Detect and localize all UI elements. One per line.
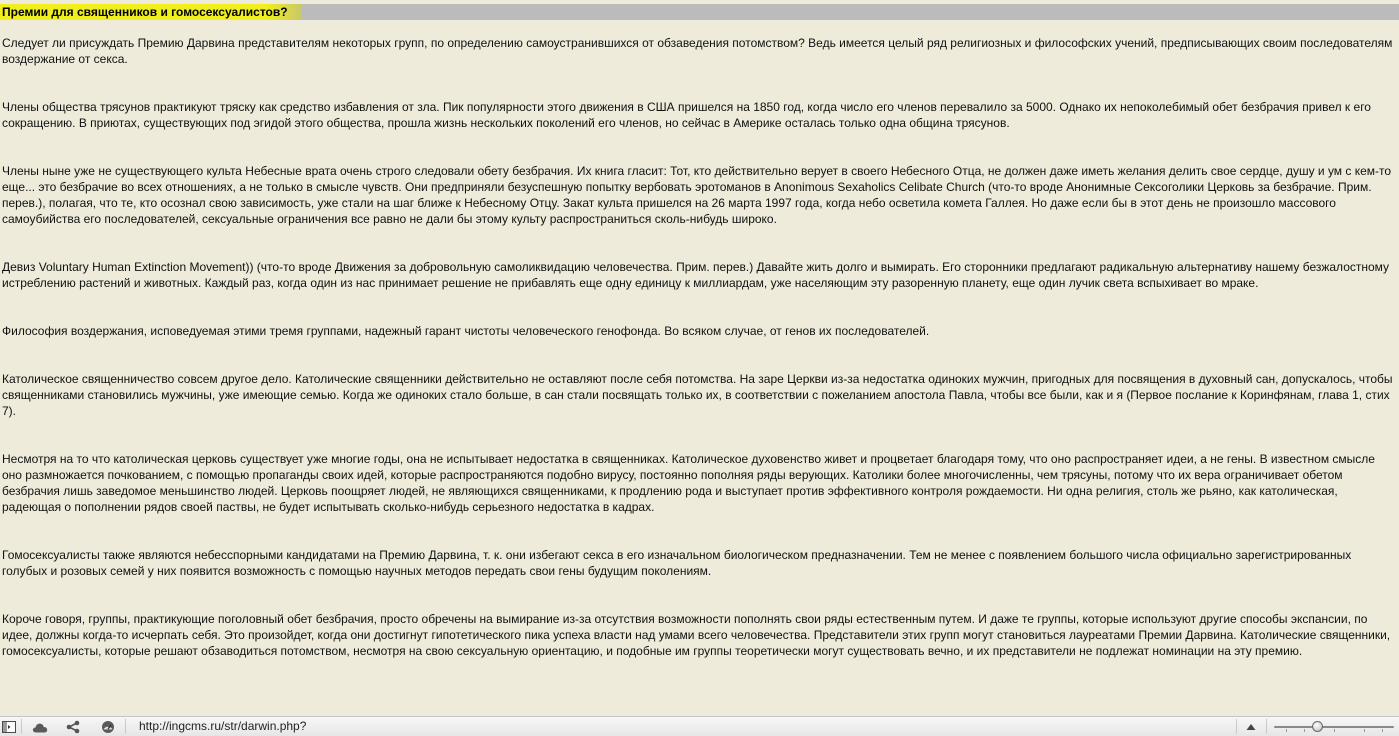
status-bar: [0, 716, 1399, 736]
zoom-slider-track: [1274, 726, 1394, 728]
status-separator: [1266, 719, 1267, 734]
article-title-bar: [0, 4, 1399, 20]
article-paragraph: Члены ныне уже не существующего культа Небесные врата очень строго следовали обету безбрачия. Их книга гласит: Тот, кто действительно верует в своего Небесного Отца, не должен даже иметь желания делить свое сердце, душу и ум с кем-то еще... это безбрачие во всех отношениях, а не только в смысле чувств. Они предприняли безуспешную попытку вербовать эротоманов в Anonimous Sexaholics Celibate Church (что-то вроде Анонимные Сексоголики Церковь за безбрачие. Прим. перев.), полагая, что те, кто осознал свою зависимость, уже стали на шаг ближе к Небесному Отцу. Закат культа пришелся на 26 марта 1997 года, когда небо осветила комета Галлея. Но даже если бы в этот день не произошло массового самоубийства его последователей, сексуальные ограничения все равно не дали бы этому культу распространиться сколь-нибудь широко.: [2, 164, 1392, 226]
sidebar-toggle-icon[interactable]: [1, 719, 17, 735]
article-body: [2, 35, 1398, 691]
status-separator: [21, 719, 22, 734]
article-paragraph: Девиз Voluntary Human Extinction Movement)) (что-то вроде Движения за добровольную самоликвидацию человечества. Прим. перев.) Давайте жить долго и вымирать. Его сторонники предлагают радикальную альтернативу нашему безжалостному истреблению растений и животных. Каждый раз, когда один из нас принимает решение не прибавлять еще одну единицу к миллиардам, уже населяющим эту разоренную планету, еще один лучик света вспыхивает во мраке.: [2, 260, 1390, 290]
status-url: http://ingcms.ru/str/darwin.php?: [139, 719, 307, 733]
zoom-tick: [1364, 729, 1365, 732]
share-icon[interactable]: [65, 719, 81, 735]
article-title: Премии для священников и гомосексуалистов?: [0, 4, 302, 20]
article-paragraph: Католическое священничество совсем другое дело. Католические священники действительно не оставляют после себя потомства. На заре Церкви из-за недостатка одиноких мужчин, пригодных для посвящения в духовный сан, допускалось, чтобы священниками становились мужчины, уже имеющие семью. Когда же одиноких стало больше, в сан стали посвящать только их, в соответствии с пожеланием апостола Павла, чтобы все были, как и я (Первое послание к Коринфянам, глава 1, стих 7).: [2, 372, 1393, 418]
article-paragraph: Члены общества трясунов практикуют тряску как средство избавления от зла. Пик популярности этого движения в США пришелся на 1850 год, когда число его членов перевалило за 5000. Однако их непоколебимый обет безбрачия привел к его сокращению. В приютах, существующих под эгидой этого общества, прошла жизнь нескольких поколений его членов, но сейчас в Америке осталась только одна община трясунов.: [2, 100, 1371, 130]
zoom-slider-thumb[interactable]: [1312, 721, 1323, 732]
speed-dial-icon[interactable]: [100, 719, 116, 735]
scroll-up-icon[interactable]: [1243, 719, 1259, 735]
article-paragraph: Гомосексуалисты также являются небесспорными кандидатами на Премию Дарвина, т. к. они избегают секса в его изначальном биологическом предназначении. Тем не менее с появлением большого числа официально зарегистрированных голубых и розовых семей у них появится возможность с помощью научных методов передать свои гены будущим поколениям.: [2, 548, 1352, 578]
cloud-icon[interactable]: [32, 719, 48, 735]
status-separator: [1236, 719, 1237, 734]
zoom-tick: [1382, 729, 1383, 732]
zoom-tick: [1334, 729, 1335, 732]
article-paragraph: Следует ли присуждать Премию Дарвина представителям некоторых групп, по определению самоустранившихся от обзаведения потомством? Ведь имеется целый ряд религиозных и философских учений, предписывающих своим последователям воздержание от секса.: [2, 36, 1393, 66]
zoom-slider[interactable]: [1274, 720, 1394, 734]
article-paragraph: Несмотря на то что католическая церковь существует уже многие годы, она не испытывает недостатка в священниках. Католическое духовенство живет и процветает благодаря тому, что оно распространяет идеи, а не гены. В известном смысле оно размножается почкованием, с помощью пропаганды своих идей, которые распространяются подобно вирусу, постоянно пополняя ряды верующих. Католики более многочисленны, чем трясуны, потому что их вера ограничивает обетом безбрачия лишь заведомое меньшинство людей. Церковь поощряет людей, не являющихся священниками, к продлению рода и выступает против эффективного контроля рождаемости. Ни одна религия, столь же рьяно, как католическая, радеющая о пополнении рядов своей паствы, не будет испытывать сколько-нибудь серьезного недостатка в кадрах.: [2, 452, 1375, 514]
article-paragraph: Короче говоря, группы, практикующие поголовный обет безбрачия, просто обречены на вымирание из-за отсутствия возможности пополнять свои ряды естественным путем. И даже те группы, которые используют другие способы экспансии, по идее, должны когда-то исчерпать себя. Это произойдет, когда они достигнут гипотетического пика успеха власти над умами всего человечества. Представители этих групп могут становиться лауреатами Премии Дарвина. Католические священники, гомосексуалисты, которые решают обзаводиться потомством, несмотря на свою сексуальную ориентацию, и подобные им группы теоретически могут существовать вечно, и их представители не подлежат номинации на эту премию.: [2, 612, 1391, 658]
zoom-tick: [1286, 729, 1287, 732]
zoom-tick: [1304, 729, 1305, 732]
status-separator: [125, 719, 126, 734]
article-paragraph: Философия воздержания, исповедуемая этими тремя группами, надежный гарант чистоты человеческого генофонда. Во всяком случае, от генов их последователей.: [2, 324, 930, 338]
